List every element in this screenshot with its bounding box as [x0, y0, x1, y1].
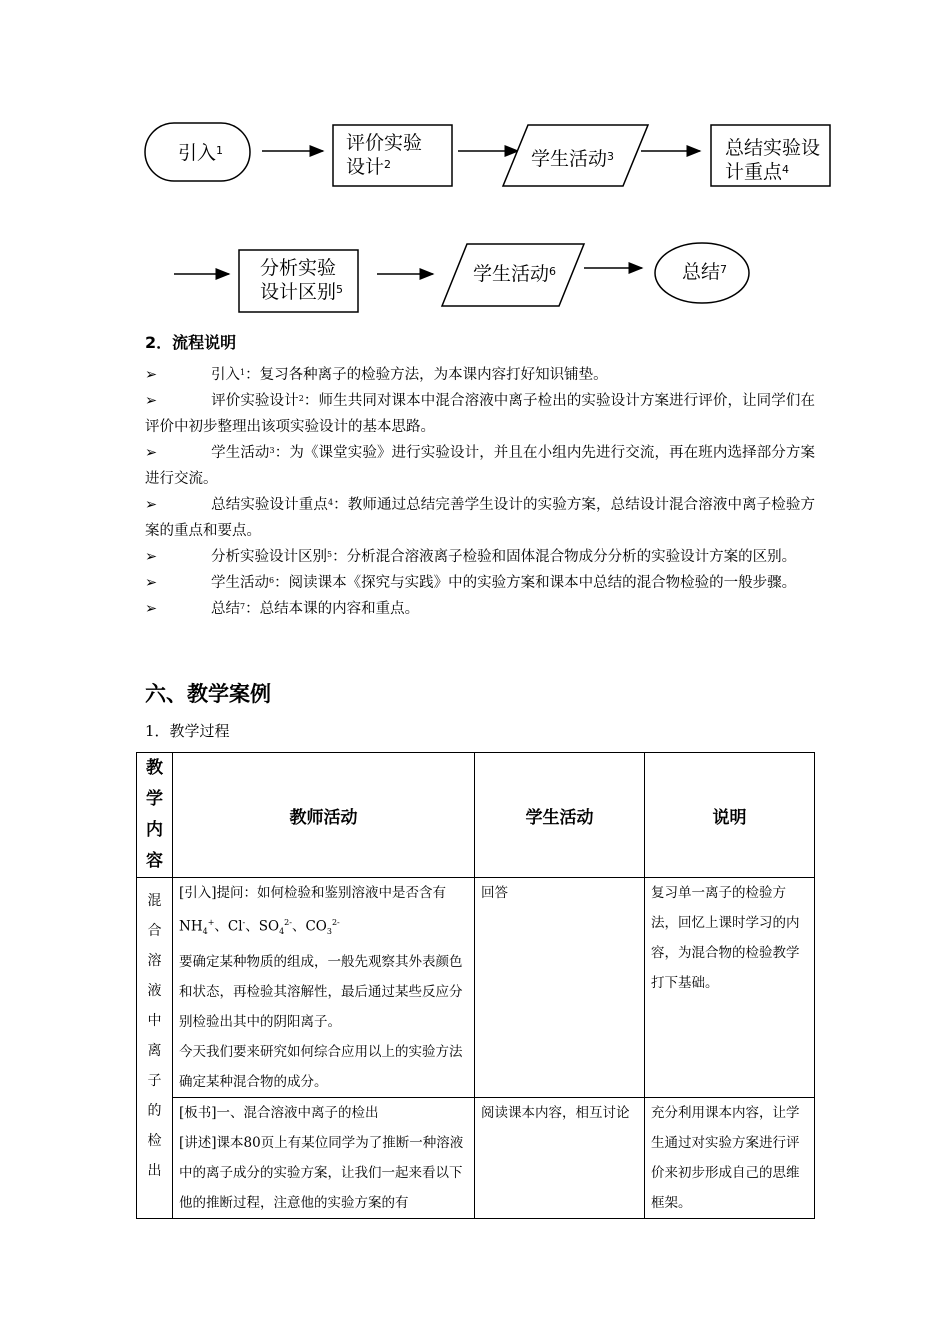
node-activity6-label: 学生活动$^6$ — [473, 263, 557, 285]
note-cell: 复习单一离子的检验方法，回忆上课时学习的内容，为混合物的检验教学打下基础。 — [645, 878, 815, 1098]
node-analyze-label: 分析实验设计区别$^5$ — [260, 257, 344, 303]
header-note: 说明 — [645, 753, 815, 878]
list-item: ➢ 总结实验设计重点$^4$：教师通过总结完善学生设计的实验方案，总结设计混合溶液中离子检验方案的重点和要点。 — [145, 492, 815, 544]
bullet-arrow-icon: ➢ — [145, 549, 158, 565]
list-item: ➢ 引入$^1$：复习各种离子的检验方法，为本课内容打好知识铺垫。 — [145, 362, 815, 388]
teacher-activity-cell: [引入]提问：如何检验和鉴别溶液中是否含有 $NH_4^+$、Cl-、$SO_4^{2-}$、$CO_3^{2-}$ 要确定某种物质的组成，一般先观察其外表颜色和状态，再检验其溶解性，最后通过某些反应分别检验出其中的阴阳离子。 今天我们要来研究如何综合应用以上的实验方法确定某种混合物的成分。 — [173, 878, 475, 1098]
content-cell: 混合溶液中离子的检出 — [137, 878, 173, 1219]
student-activity-cell: 阅读课本内容，相互讨论 — [475, 1098, 645, 1219]
ion-list: $NH_4^+$、Cl-、$SO_4^{2-}$、$CO_3^{2-}$ — [179, 918, 340, 937]
header-content: 教学内容 — [137, 753, 173, 878]
bullet-arrow-icon: ➢ — [145, 601, 158, 617]
list-item: ➢ 学生活动$^3$：为《课堂实验》进行实验设计，并且在小组内先进行交流，再在班内选择部分方案进行交流。 — [145, 440, 815, 492]
bullet-arrow-icon: ➢ — [145, 445, 158, 461]
note-cell: 充分利用课本内容，让学生通过对实验方案进行评价来初步形成自己的思维框架。 — [645, 1098, 815, 1219]
table-row — [137, 1098, 815, 1219]
header-teacher-activity: 教师活动 — [173, 753, 475, 878]
node-intro-label: 引入$^1$ — [178, 142, 224, 164]
list-item: ➢ 学生活动$^6$：阅读课本《探究与实践》中的实验方案和课本中总结的混合物检验的一般步骤。 — [145, 570, 815, 596]
bullet-arrow-icon: ➢ — [145, 575, 158, 591]
node-activity3-label: 学生活动$^3$ — [531, 148, 615, 170]
header-student-activity: 学生活动 — [475, 753, 645, 878]
flow-description-list — [145, 362, 815, 622]
teacher-activity-cell: [板书]一、混合溶液中离子的检出 [讲述]课本80页上有某位同学为了推断一种溶液中的离子成分的实验方案，让我们一起来看以下他的推断过程，注意他的实验方案的有 — [173, 1098, 475, 1219]
node-summary-key-label: 总结实验设计重点$^4$ — [725, 137, 821, 183]
node-evaluate-label: 评价实验设计$^2$ — [346, 132, 423, 178]
list-item: ➢ 分析实验设计区别$^5$：分析混合溶液离子检验和固体混合物成分分析的实验设计方案的区别。 — [145, 544, 815, 570]
bullet-arrow-icon: ➢ — [145, 393, 158, 409]
table-row — [137, 878, 815, 1098]
subheading-teaching-process: 1．教学过程 — [145, 722, 230, 740]
section-heading-flow-description: 2．流程说明 — [145, 333, 237, 352]
teaching-process-table — [136, 752, 815, 1219]
table-header-row — [137, 753, 815, 878]
bullet-arrow-icon: ➢ — [145, 497, 158, 513]
student-activity-cell: 回答 — [475, 878, 645, 1098]
node-summary-label: 总结$^7$ — [682, 261, 728, 283]
list-item: ➢ 评价实验设计$^2$：师生共同对课本中混合溶液中离子检出的实验设计方案进行评价，让同学们在评价中初步整理出该项实验设计的基本思路。 — [145, 388, 815, 440]
section-heading-teaching-case: 六、教学案例 — [145, 682, 271, 706]
list-item: ➢ 总结$^7$：总结本课的内容和重点。 — [145, 596, 815, 622]
bullet-arrow-icon: ➢ — [145, 367, 158, 383]
